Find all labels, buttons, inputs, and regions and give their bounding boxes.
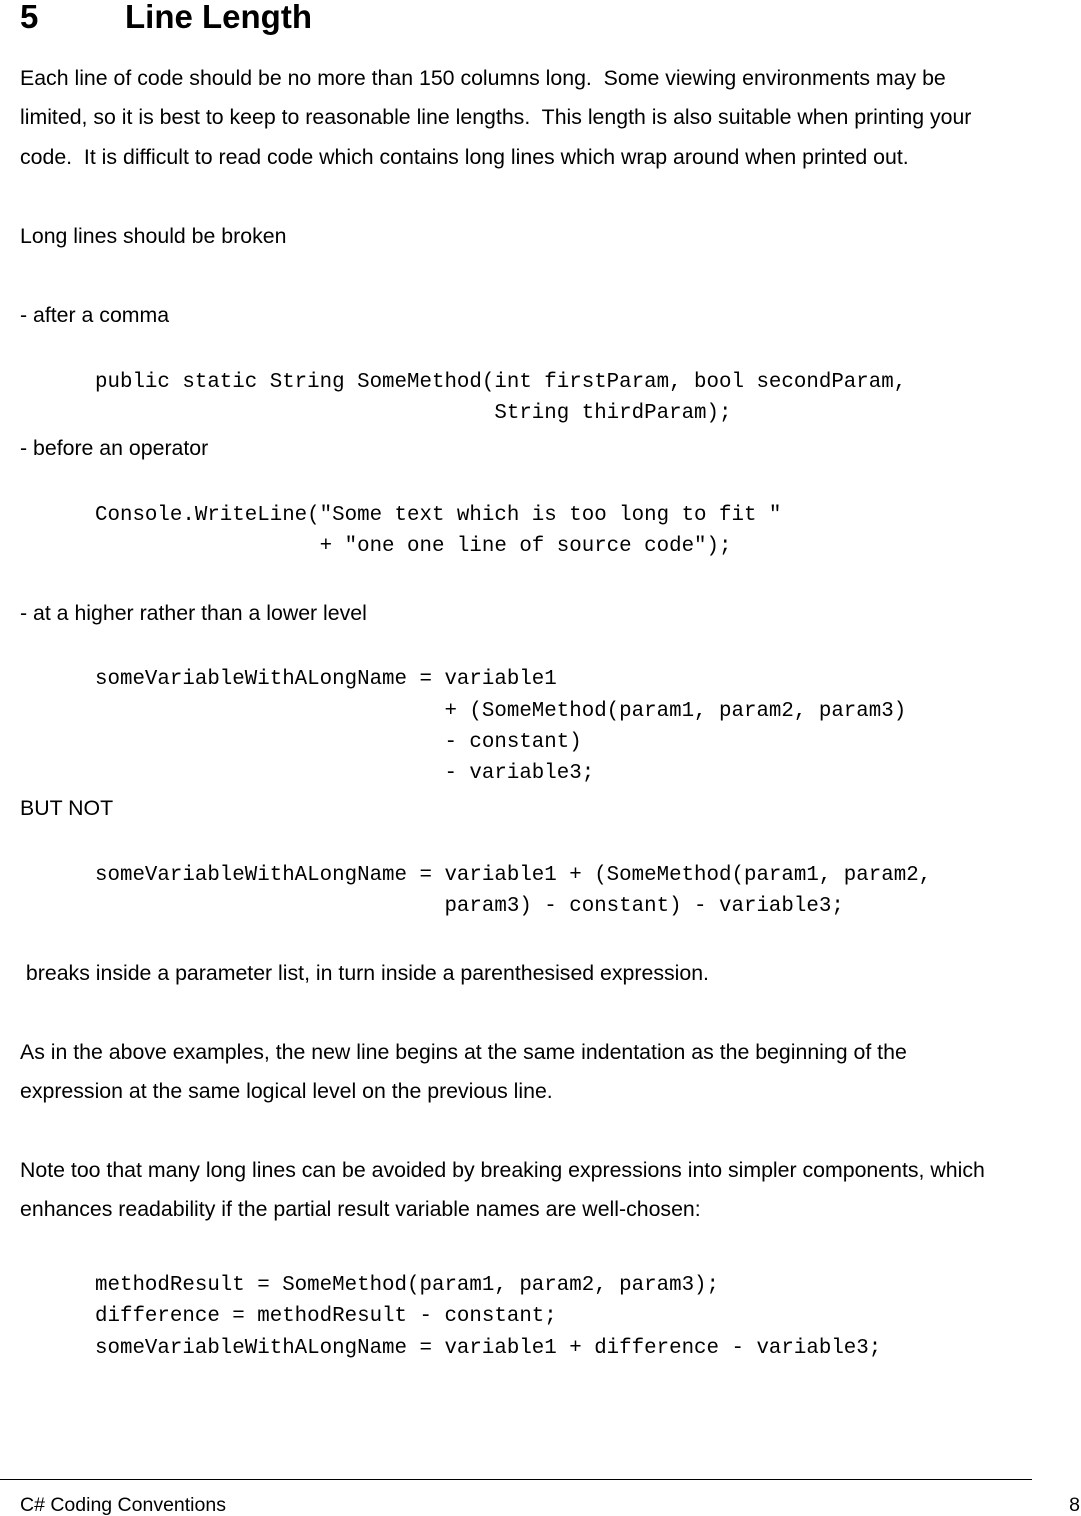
code-line: - constant) xyxy=(95,731,582,754)
broken-intro: Long lines should be broken xyxy=(20,224,287,248)
code-line: someVariableWithALongName = variable1 + (SomeMethod(param1, param2, xyxy=(95,864,932,887)
code-line: difference = methodResult - constant; xyxy=(95,1305,557,1328)
footer-title: C# Coding Conventions xyxy=(20,1494,226,1516)
page-number: 8 xyxy=(1069,1494,1080,1516)
rule-after-comma: - after a comma xyxy=(20,303,170,327)
intro-line: limited, so it is best to keep to reasonable line lengths. This length is also suitable when printing your xyxy=(20,105,972,129)
rule-higher-level: - at a higher rather than a lower level xyxy=(20,601,367,625)
rule-before-operator: - before an operator xyxy=(20,436,209,460)
explanation-text: breaks inside a parameter list, in turn inside a parenthesised expression. xyxy=(20,961,709,985)
code-line: methodResult = SomeMethod(param1, param2, param3); xyxy=(95,1274,720,1297)
note-line: enhances readability if the partial result variable names are well-chosen: xyxy=(20,1197,701,1221)
section-title: Line Length xyxy=(125,0,312,35)
section-number: 5 xyxy=(20,0,39,35)
code-line: + "one one line of source code"); xyxy=(95,535,732,558)
indentation-line: As in the above examples, the new line begins at the same indentation as the beginning of the xyxy=(20,1040,907,1064)
code-line: String thirdParam); xyxy=(95,402,732,425)
code-line: someVariableWithALongName = variable1 xyxy=(95,668,557,691)
code-line: param3) - constant) - variable3; xyxy=(95,895,844,918)
intro-line: code. It is difficult to read code which contains long lines which wrap around when printed out. xyxy=(20,145,909,169)
intro-line: Each line of code should be no more than 150 columns long. Some viewing environments may be xyxy=(20,66,946,90)
code-line: someVariableWithALongName = variable1 + difference - variable3; xyxy=(95,1337,882,1360)
code-line: + (SomeMethod(param1, param2, param3) xyxy=(95,700,907,723)
code-line: - variable3; xyxy=(95,762,595,785)
note-line: Note too that many long lines can be avoided by breaking expressions into simpler components, which xyxy=(20,1158,985,1182)
code-line: Console.WriteLine("Some text which is too long to fit " xyxy=(95,504,782,527)
rule-but-not: BUT NOT xyxy=(20,796,114,820)
footer-divider xyxy=(0,1479,1032,1480)
indentation-line: expression at the same logical level on the previous line. xyxy=(20,1079,553,1103)
code-line: public static String SomeMethod(int firstParam, bool secondParam, xyxy=(95,371,907,394)
